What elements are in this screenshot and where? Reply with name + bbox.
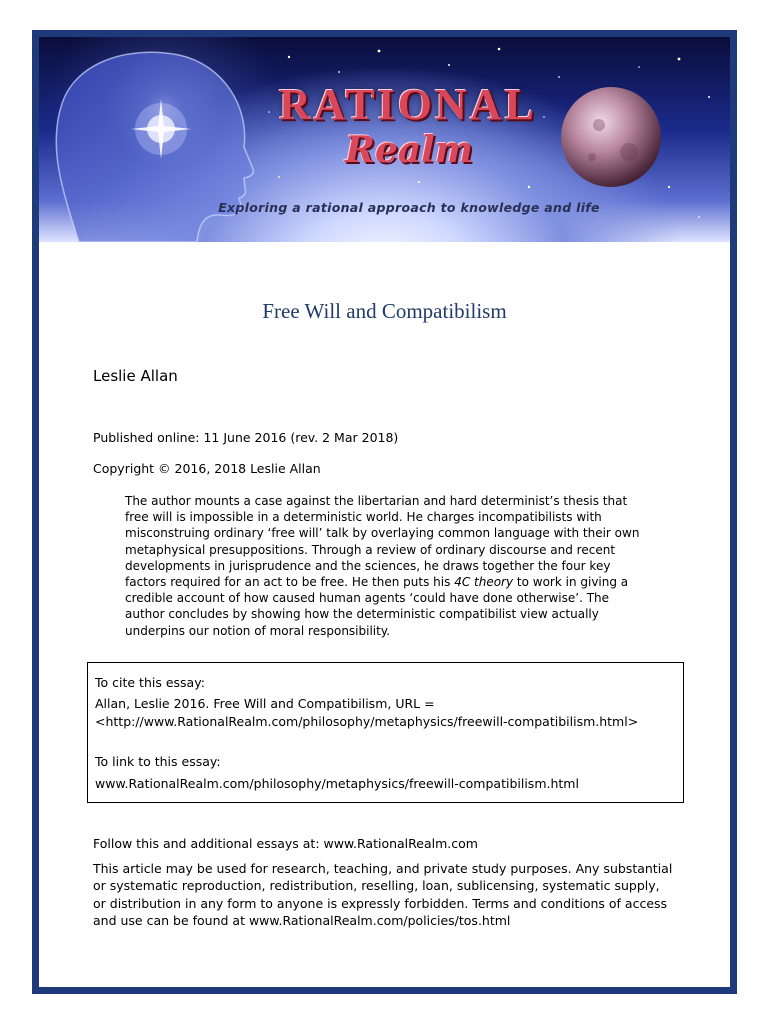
- abstract: [125, 493, 645, 639]
- copyright-notice: Copyright © 2016, 2018 Leslie Allan: [93, 461, 321, 476]
- page-frame: [32, 30, 737, 994]
- link-url[interactable]: www.RationalRealm.com/philosophy/metaphysics/freewill-compatibilism.html: [95, 776, 579, 791]
- abstract-theory-name: 4C theory: [454, 575, 514, 590]
- document-title: Free Will and Compatibilism: [262, 299, 507, 323]
- document-author: Leslie Allan: [93, 367, 178, 385]
- site-logo-title: RATIONAL: [279, 80, 537, 129]
- site-logo-subtitle: Realm: [345, 129, 473, 171]
- abstract-text-start: The author mounts a case against the libertarian and hard determinist’s thesis that free will is impossible in a deterministic world. He charges incompatibilists with misconstruing ordinary ‘free will’ talk by overlaying common language with their own metaphysical presuppositions. Through a review of ordinary discourse and recent developments in jurisprudence and the sciences, he draws together the four key factors required for an act to be free. He then puts his: [125, 494, 640, 590]
- planet: [561, 87, 661, 187]
- follow-line: Follow this and additional essays at: www.RationalRealm.com: [93, 836, 478, 851]
- cite-heading: To cite this essay:: [95, 675, 205, 690]
- cite-url: <http://www.RationalRealm.com/philosophy/metaphysics/freewill-compatibilism.html>: [95, 714, 639, 729]
- site-banner: [39, 37, 730, 242]
- citation-box: [87, 662, 684, 803]
- site-tagline: Exploring a rational approach to knowledge and life: [218, 200, 600, 215]
- abstract-text-end: to work in giving a credible account of how caused human agents ‘could have done otherwise’. The author concludes by showing how the deterministic compatibilist view actually underpins our notion of moral responsibility.: [125, 575, 629, 638]
- publication-date: Published online: 11 June 2016 (rev. 2 Mar 2018): [93, 430, 399, 445]
- terms-notice: This article may be used for research, teaching, and private study purposes. Any substantial or systematic reproduction, redistribution, reselling, loan, sublicensing, systematic supply, or distribution in any form to anyone is expressly forbidden. Terms and conditions of access and use can be found at www.RationalRealm.com/policies/tos.html: [93, 861, 673, 929]
- cite-reference: Allan, Leslie 2016. Free Will and Compatibilism, URL =: [95, 696, 435, 711]
- link-heading: To link to this essay:: [95, 754, 221, 769]
